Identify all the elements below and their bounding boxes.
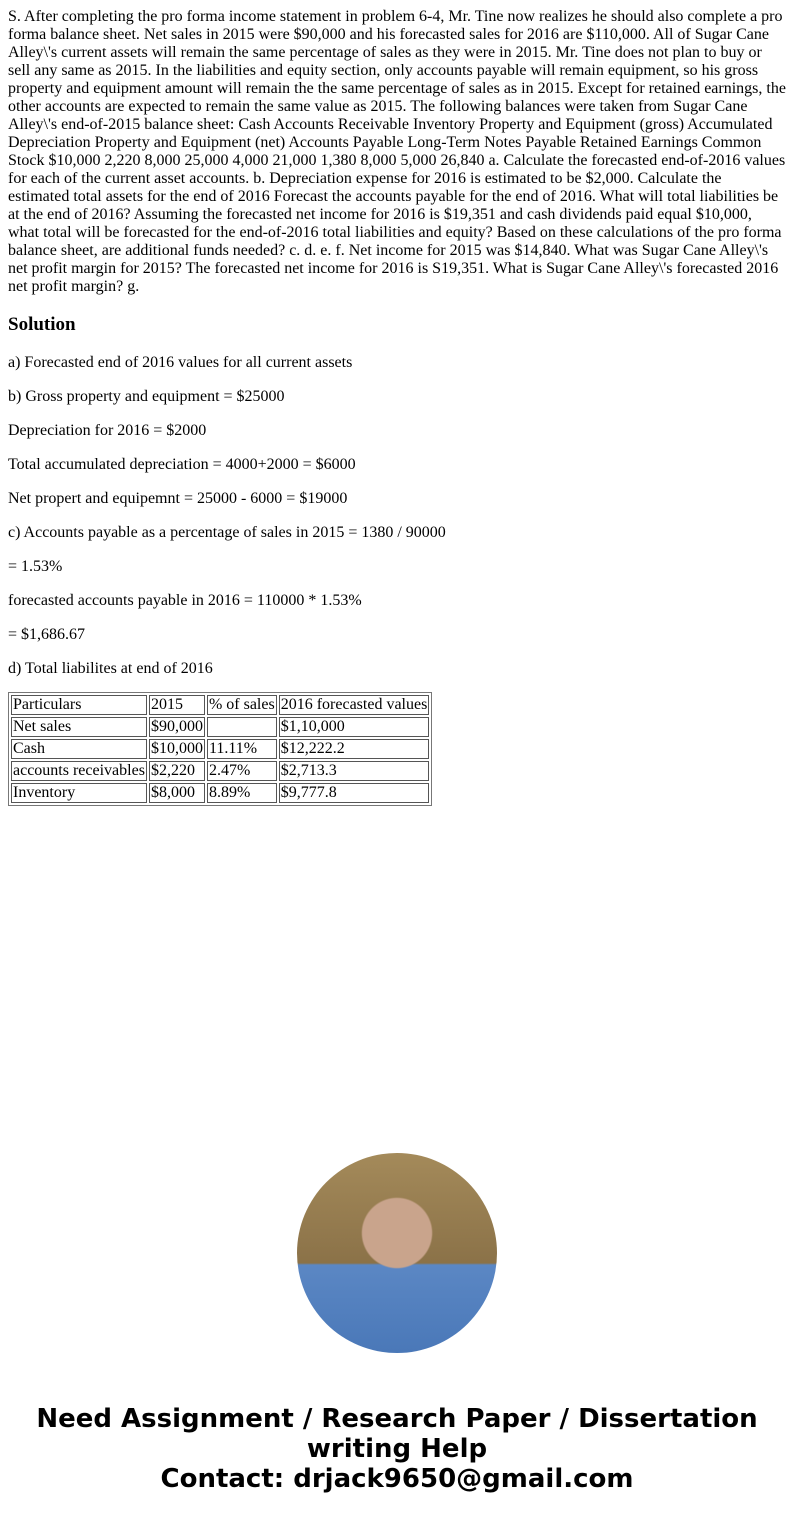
- table-header-row: [11, 695, 429, 715]
- cell: [207, 717, 277, 737]
- question-text: S. After completing the pro forma income statement in problem 6-4, Mr. Tine now realizes he should also complete a pro forma balance sheet. Net sales in 2015 were $90,000 and his forecasted sales for 2016 are $110,000. All of Sugar Cane Alley\'s current assets will remain the same percentage of sales as they were in 2015. Mr. Tine does not plan to buy or sell any same as 2015. In the liabilities and equity section, only accounts payable will remain equipment, so his gross property and equipment amount will remain the the same percentage of sales as in 2015. Except for retained earnings, the other accounts are expected to remain the same value as 2015. The following balances were taken from Sugar Cane Alley\'s end-of-2015 balance sheet: Cash Accounts Receivable Inventory Property and Equipment (gross) Accumulated Depreciation Property and Equipment (net) Accounts Payable Long-Term Notes Payable Retained Earnings Common Stock $10,000 2,220 8,000 25,000 4,000 21,000 1,380 8,000 5,000 26,840 a. Calculate the forecasted end-of-2016 values for each of the current asset accounts. b. Depreciation expense for 2016 is estimated to be $2,000. Calculate the estimated total assets for the end of 2016 Forecast the accounts payable for the end of 2016. What will total liabilities be at the end of 2016? Assuming the forecasted net income for 2016 is $19,351 and cash dividends paid equal $10,000, what total will be forecasted for the end-of-2016 total liabilities and equity? Based on these calculations of the pro forma balance sheet, are additional funds needed? c. d. e. f. Net income for 2015 was $14,840. What was Sugar Cane Alley\'s net profit margin for 2015? The forecasted net income for 2016 is S19,351. What is Sugar Cane Alley\'s forecasted 2016 net profit margin? g.: [8, 8, 786, 295]
- cell: 2.47%: [207, 761, 277, 781]
- header-cell: 2015: [149, 695, 205, 715]
- cell: accounts receivables: [13, 762, 145, 779]
- solution-line: b) Gross property and equipment = $25000: [8, 388, 285, 405]
- banner-line: Need Assignment / Research Paper / Dissertation: [36, 1404, 758, 1434]
- cell: $8,000: [149, 783, 205, 803]
- cell: Cash: [11, 739, 147, 759]
- cell: 11.11%: [207, 739, 277, 759]
- solution-line: forecasted accounts payable in 2016 = 110000 * 1.53%: [8, 592, 362, 609]
- header-cell: 2016 forecasted values: [280, 696, 428, 713]
- cell: Net sales: [11, 717, 147, 737]
- solution-heading: Solution: [8, 314, 76, 335]
- table-row: [11, 717, 429, 737]
- cell: $90,000: [150, 718, 203, 735]
- banner-contact: Contact: drjack9650@gmail.com: [160, 1464, 634, 1494]
- solution-line: Net propert and equipemnt = 25000 - 6000 = $19000: [8, 490, 348, 507]
- table-row: [11, 783, 429, 803]
- forecast-table: [8, 692, 432, 806]
- cell: $2,220: [149, 761, 205, 781]
- solution-line: c) Accounts payable as a percentage of sales in 2015 = 1380 / 90000: [8, 524, 446, 541]
- header-cell: Particulars: [11, 695, 147, 715]
- cell: $10,000: [150, 740, 203, 757]
- cell: $9,777.8: [279, 783, 430, 803]
- solution-line: d) Total liabilites at end of 2016: [8, 660, 213, 677]
- cell: Inventory: [11, 783, 147, 803]
- table-row: [11, 739, 429, 759]
- solution-line: = $1,686.67: [8, 626, 86, 643]
- contact-banner: [0, 1404, 794, 1494]
- header-cell: % of sales: [208, 696, 275, 713]
- solution-line: a) Forecasted end of 2016 values for all current assets: [8, 354, 353, 371]
- banner-line: writing Help: [306, 1434, 488, 1464]
- cell: $2,713.3: [279, 761, 430, 781]
- tutor-photo: [297, 1153, 497, 1353]
- solution-line: = 1.53%: [8, 558, 63, 575]
- solution-line: Depreciation for 2016 = $2000: [8, 422, 207, 439]
- cell: $1,10,000: [279, 717, 430, 737]
- table-row: [11, 761, 429, 781]
- solution-line: Total accumulated depreciation = 4000+2000 = $6000: [8, 456, 356, 473]
- cell: 8.89%: [207, 783, 277, 803]
- cell: $12,222.2: [279, 739, 430, 759]
